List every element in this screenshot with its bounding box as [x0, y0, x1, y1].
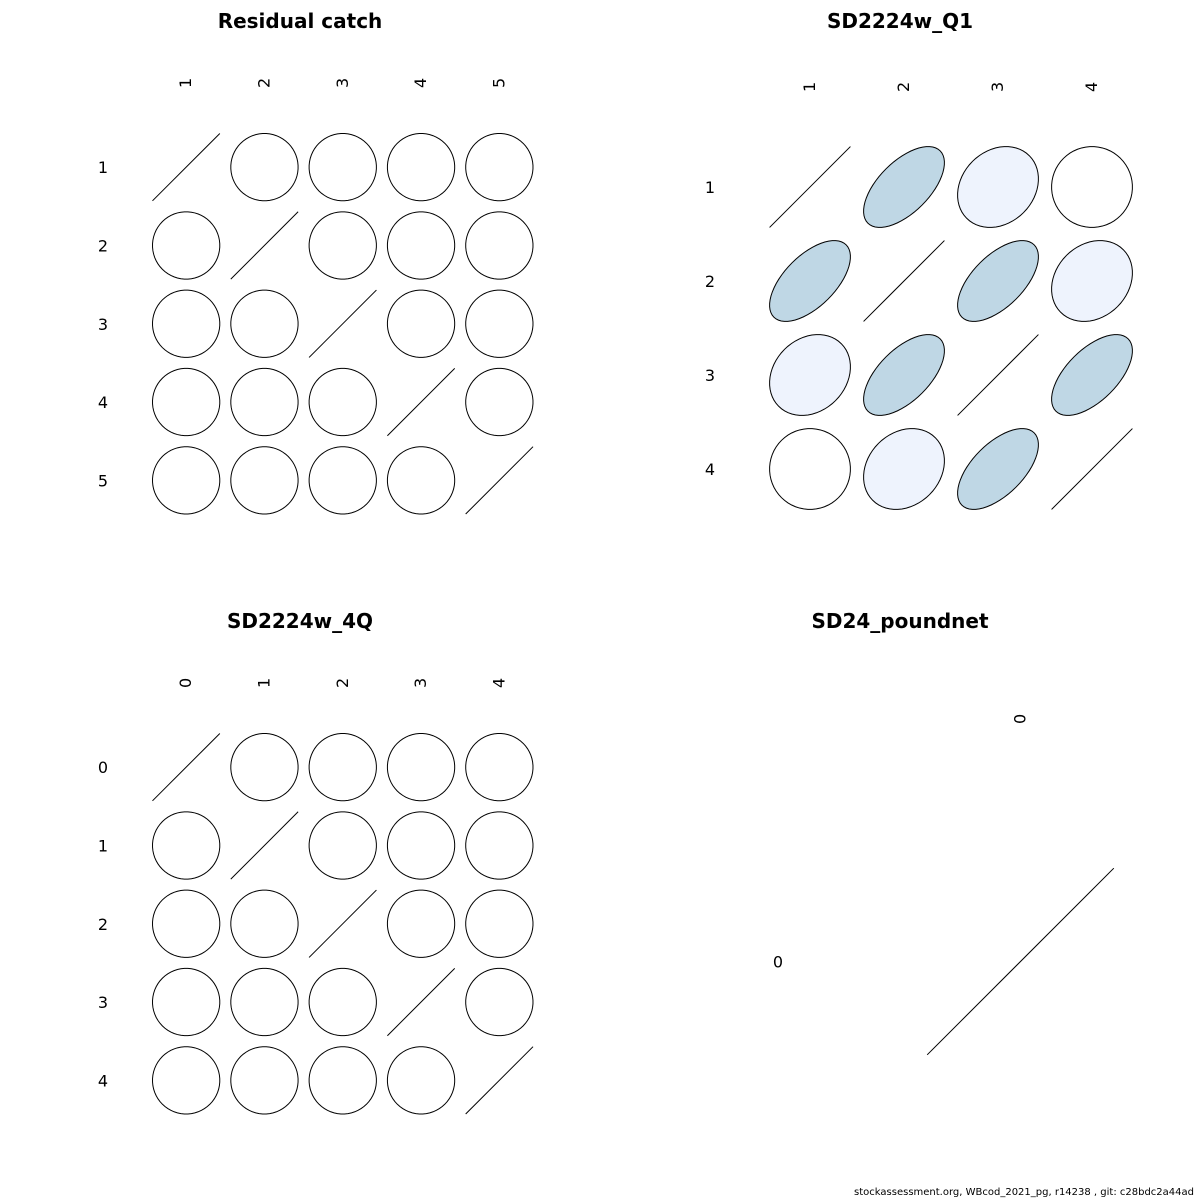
- correlation-ellipse: [309, 812, 376, 879]
- correlation-ellipse: [153, 290, 220, 357]
- correlation-ellipse: [309, 734, 376, 801]
- panel-4: [773, 609, 1114, 1055]
- correlation-ellipse: [153, 368, 220, 435]
- correlation-ellipse: [387, 734, 454, 801]
- correlation-ellipse: [387, 447, 454, 514]
- correlation-diagonal-line: [1052, 429, 1133, 510]
- correlation-ellipse: [864, 335, 945, 416]
- correlation-diagonal-line: [231, 812, 298, 879]
- column-label: 0: [176, 677, 196, 688]
- correlation-ellipse: [309, 134, 376, 201]
- footer-text: stockassessment.org, WBcod_2021_pg, r14238 , git: c28bdc2a44ad: [854, 1187, 1194, 1198]
- correlation-ellipse: [153, 1047, 220, 1114]
- correlation-diagonal-line: [927, 868, 1114, 1055]
- correlation-ellipse: [466, 890, 533, 957]
- column-label: 4: [411, 77, 431, 88]
- correlation-ellipse: [231, 368, 298, 435]
- panel-3: [98, 609, 533, 1114]
- panel-1: [98, 9, 533, 514]
- correlation-ellipse: [770, 335, 851, 416]
- row-label: 1: [704, 178, 716, 197]
- column-label: 4: [1082, 81, 1101, 92]
- column-label: 3: [988, 81, 1007, 92]
- correlation-diagonal-line: [958, 335, 1039, 416]
- row-label: 5: [97, 471, 109, 491]
- correlation-diagonal-line: [387, 968, 454, 1035]
- correlation-ellipse: [958, 429, 1039, 510]
- column-label: 2: [894, 81, 913, 92]
- correlation-ellipse: [309, 968, 376, 1035]
- correlation-diagonal-line: [466, 447, 533, 514]
- correlation-ellipse: [309, 368, 376, 435]
- row-label: 1: [97, 158, 109, 178]
- correlation-diagonal-line: [309, 290, 376, 357]
- row-label: 3: [97, 314, 109, 334]
- panel-title: Residual catch: [217, 9, 383, 33]
- correlation-ellipse: [864, 147, 945, 228]
- correlation-ellipse: [387, 812, 454, 879]
- correlation-diagonal-line: [152, 733, 219, 800]
- correlation-ellipse: [153, 447, 220, 514]
- row-label: 2: [97, 236, 109, 256]
- column-label: 1: [800, 81, 819, 92]
- column-label: 4: [489, 677, 509, 688]
- correlation-ellipse: [958, 241, 1039, 322]
- correlation-ellipse: [466, 134, 533, 201]
- correlation-ellipse: [1052, 241, 1133, 322]
- correlation-ellipse: [231, 1047, 298, 1114]
- correlation-diagonal-line: [387, 368, 454, 435]
- correlation-ellipse: [153, 968, 220, 1035]
- correlation-ellipse: [387, 290, 454, 357]
- correlation-ellipse: [231, 447, 298, 514]
- correlation-ellipse: [466, 290, 533, 357]
- row-label: 4: [97, 393, 109, 413]
- panel-title: SD24_poundnet: [811, 609, 989, 633]
- correlation-ellipse: [770, 241, 851, 322]
- column-label: 1: [176, 77, 196, 88]
- correlation-ellipse: [153, 890, 220, 957]
- correlation-ellipse: [864, 429, 945, 510]
- row-label: 0: [97, 758, 109, 778]
- row-label: 2: [704, 272, 716, 291]
- correlation-diagonal-line: [466, 1047, 533, 1114]
- correlation-ellipse: [309, 1047, 376, 1114]
- correlation-ellipse: [387, 212, 454, 279]
- correlation-diagonal-line: [770, 147, 851, 228]
- correlation-diagonal-line: [309, 890, 376, 957]
- correlation-diagonal-line: [864, 241, 945, 322]
- correlation-ellipse: [466, 812, 533, 879]
- correlation-diagonal-line: [152, 133, 219, 200]
- column-label: 2: [254, 77, 274, 88]
- column-label: 3: [332, 77, 352, 88]
- correlation-ellipse: [309, 447, 376, 514]
- panel-title: SD2224w_4Q: [226, 609, 374, 633]
- correlation-ellipse: [231, 290, 298, 357]
- correlation-ellipse: [387, 134, 454, 201]
- correlation-ellipse: [153, 812, 220, 879]
- row-label: 3: [704, 366, 716, 385]
- correlation-ellipse: [387, 1047, 454, 1114]
- panel-2: [705, 9, 1133, 509]
- row-label: 4: [704, 460, 716, 479]
- correlation-ellipse: [770, 429, 851, 510]
- correlation-diagonal-line: [231, 212, 298, 279]
- row-label: 1: [97, 836, 109, 856]
- row-label: 4: [97, 1071, 109, 1091]
- column-label: 2: [332, 677, 352, 688]
- correlation-ellipse: [231, 734, 298, 801]
- correlation-ellipse: [387, 890, 454, 957]
- correlation-ellipse: [1052, 147, 1133, 228]
- column-label: 5: [489, 77, 509, 88]
- row-label: 0: [772, 952, 784, 972]
- correlation-ellipse: [1052, 335, 1133, 416]
- correlation-ellipse: [153, 212, 220, 279]
- correlation-ellipse: [958, 147, 1039, 228]
- row-label: 2: [97, 914, 109, 934]
- correlation-ellipse: [466, 368, 533, 435]
- row-label: 3: [97, 993, 109, 1013]
- correlation-ellipse: [466, 968, 533, 1035]
- correlation-ellipse: [231, 890, 298, 957]
- correlation-ellipse: [309, 212, 376, 279]
- correlation-ellipse: [231, 134, 298, 201]
- panel-title: SD2224w_Q1: [826, 9, 974, 33]
- column-label: 3: [411, 677, 431, 688]
- correlation-ellipse: [466, 212, 533, 279]
- column-label: 0: [1010, 713, 1030, 724]
- correlation-ellipse: [466, 734, 533, 801]
- column-label: 1: [254, 677, 274, 688]
- correlation-ellipse: [231, 968, 298, 1035]
